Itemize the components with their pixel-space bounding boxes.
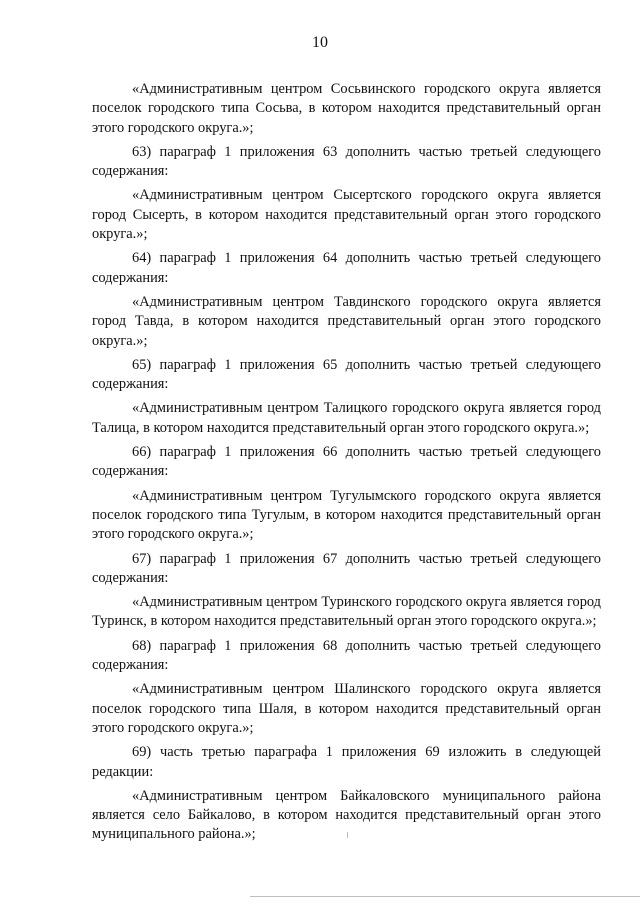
amendment-item: 67) параграф 1 приложения 67 дополнить частью третьей следующего содержания: — [92, 550, 601, 586]
scan-artifact-line — [250, 896, 640, 897]
quote-paragraph: «Административным центром Шалинского городского округа является поселок городского типа Шаля, в котором находится представительный орган этого городского округа.»; — [92, 681, 601, 736]
amendment-item: 63) параграф 1 приложения 63 дополнить частью третьей следующего содержания: — [92, 143, 601, 180]
quote-paragraph: «Административным центром Талицкого городского округа является город Талица, в котором находится представительный орган этого городского округа.»; — [92, 400, 601, 436]
amendment-item: 68) параграф 1 приложения 68 дополнить частью третьей следующего содержания: — [92, 637, 601, 674]
quote-paragraph: «Административным центром Тавдинского городского округа является город Тавда, в котором находится представительный орган этого городского округа.»; — [92, 293, 601, 349]
quote-paragraph: «Административным центром Сысертского городского округа является город Сысерть, в котором находится представительный орган этого городского округа.»; — [92, 187, 601, 243]
quote-paragraph: «Административным центром Туринского городского округа является город Туринск, в котором находится представительный орган этого городского округа.»; — [92, 594, 601, 630]
quote-paragraph: «Административным центром Байкаловского муниципального района является село Байкалово, в котором находится представительный орган этого муниципального района.»; — [92, 787, 601, 843]
page-number: 10 — [312, 34, 328, 51]
amendment-item: 69) часть третью параграфа 1 приложения 69 изложить в следующей редакции: — [92, 744, 601, 780]
amendment-item: 65) параграф 1 приложения 65 дополнить частью третьей следующего содержания: — [92, 356, 601, 393]
amendment-item: 66) параграф 1 приложения 66 дополнить частью третьей следующего содержания: — [92, 444, 601, 480]
quote-paragraph: «Административным центром Сосьвинского городского округа является поселок городского типа Сосьва, в котором находится представительный орган этого городского округа.»; — [92, 81, 601, 136]
quote-paragraph: «Административным центром Тугулымского городского округа является поселок городского типа Тугулым, в котором находится представительный орган этого городского округа.»; — [92, 487, 601, 543]
scan-artifact-dot — [347, 832, 348, 838]
document-body — [92, 80, 601, 850]
amendment-item: 64) параграф 1 приложения 64 дополнить частью третьей следующего содержания: — [92, 250, 601, 286]
